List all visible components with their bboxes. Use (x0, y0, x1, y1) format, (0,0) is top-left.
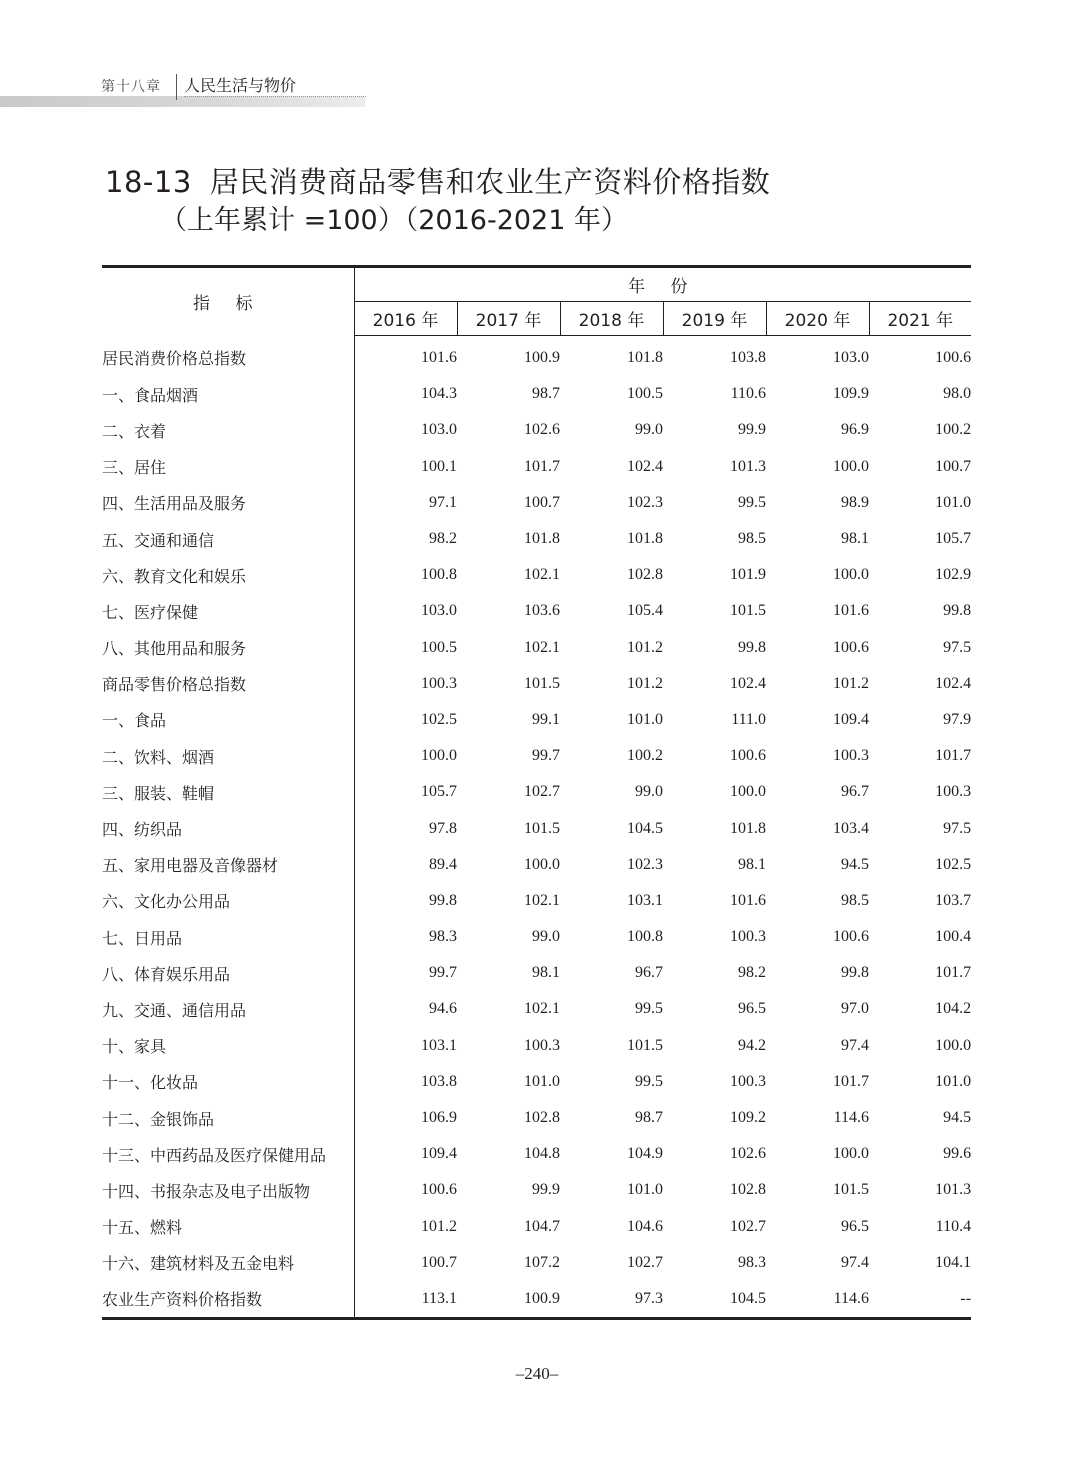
index-value: 99.0 (532, 928, 560, 946)
row-label: 七、医疗保健 (102, 593, 354, 629)
table-row (102, 774, 971, 810)
index-value: 96.5 (738, 1000, 766, 1018)
index-value: 101.6 (421, 349, 457, 367)
index-value: 89.4 (429, 855, 457, 873)
index-value: 102.1 (524, 566, 560, 584)
table-row (102, 1100, 971, 1136)
index-value: 98.3 (738, 1253, 766, 1271)
index-value: 99.0 (635, 421, 663, 439)
index-value: 103.8 (730, 349, 766, 367)
index-value: 100.0 (833, 1145, 869, 1163)
index-value: 102.6 (730, 1145, 766, 1163)
index-value: 98.1 (532, 964, 560, 982)
table-row (102, 1245, 971, 1281)
index-value: 100.0 (730, 783, 766, 801)
year-header: 2021 年 (869, 302, 971, 336)
index-value: 97.8 (429, 819, 457, 837)
index-value: 101.8 (524, 530, 560, 548)
year-header: 2018 年 (560, 302, 663, 336)
table-row (102, 557, 971, 593)
index-value: 105.4 (627, 602, 663, 620)
index-value: 98.2 (429, 530, 457, 548)
index-value: 99.7 (532, 747, 560, 765)
index-value: 110.4 (935, 1217, 972, 1235)
table-row (102, 1028, 971, 1064)
index-value: 110.6 (730, 385, 766, 403)
index-value: 104.8 (524, 1145, 560, 1163)
index-value: 100.6 (833, 638, 869, 656)
index-value: 105.7 (935, 530, 972, 548)
year-header: 2017 年 (457, 302, 560, 336)
index-value: 100.6 (833, 928, 869, 946)
index-value: 102.3 (627, 855, 663, 873)
index-value: 100.7 (935, 457, 972, 475)
index-value: 101.7 (935, 964, 972, 982)
index-value: 102.8 (524, 1109, 560, 1127)
row-label: 二、饮料、烟酒 (102, 738, 354, 774)
index-value: 100.3 (421, 674, 457, 692)
row-label: 十二、金银饰品 (102, 1100, 354, 1136)
index-value: 100.2 (935, 421, 972, 439)
index-value: 104.1 (935, 1253, 972, 1271)
index-value: 100.9 (524, 349, 560, 367)
index-value: 101.2 (833, 674, 869, 692)
index-value: 99.5 (635, 1072, 663, 1090)
index-value: 101.5 (524, 674, 560, 692)
row-label: 十四、书报杂志及电子出版物 (102, 1172, 354, 1208)
table-row (102, 336, 971, 377)
index-value: 99.8 (841, 964, 869, 982)
index-value: 105.7 (421, 783, 457, 801)
table-row (102, 1281, 971, 1319)
table-row (102, 666, 971, 702)
table-row (102, 485, 971, 521)
index-value: 102.4 (730, 674, 766, 692)
index-value: 98.7 (532, 385, 560, 403)
chapter-label: 第十八章 (101, 79, 161, 95)
index-value: 100.3 (730, 1072, 766, 1090)
row-label: 四、生活用品及服务 (102, 485, 354, 521)
index-value: -- (869, 1281, 971, 1319)
index-value: 104.3 (421, 385, 457, 403)
index-value: 98.0 (943, 385, 972, 403)
year-header: 2020 年 (766, 302, 869, 336)
table-row (102, 521, 971, 557)
table-row (102, 919, 971, 955)
index-value: 103.0 (421, 602, 457, 620)
row-label: 五、家用电器及音像器材 (102, 847, 354, 883)
index-value: 102.3 (627, 493, 663, 511)
index-value: 114.6 (833, 1109, 869, 1127)
index-value: 94.5 (943, 1109, 972, 1127)
index-value: 101.7 (935, 747, 972, 765)
row-label: 九、交通、通信用品 (102, 991, 354, 1027)
index-value: 109.4 (833, 710, 869, 728)
index-value: 102.6 (524, 421, 560, 439)
index-value: 101.8 (627, 349, 663, 367)
table-row (102, 1064, 971, 1100)
table-row (102, 810, 971, 846)
index-value: 103.6 (524, 602, 560, 620)
index-value: 97.3 (560, 1281, 663, 1319)
table-row (102, 702, 971, 738)
index-value: 100.0 (421, 747, 457, 765)
index-value: 94.5 (841, 855, 869, 873)
index-value: 100.6 (421, 1181, 457, 1199)
index-value: 98.7 (635, 1109, 663, 1127)
index-value: 109.9 (833, 385, 869, 403)
row-label: 八、其他用品和服务 (102, 630, 354, 666)
index-value: 101.0 (935, 1072, 972, 1090)
index-value: 99.1 (532, 710, 560, 728)
index-value: 94.6 (429, 1000, 457, 1018)
table-row (102, 847, 971, 883)
table-row (102, 991, 971, 1027)
index-value: 99.8 (429, 891, 457, 909)
index-value: 100.0 (935, 1036, 972, 1054)
index-value: 103.1 (421, 1036, 457, 1054)
index-value: 98.5 (738, 530, 766, 548)
index-value: 96.7 (635, 964, 663, 982)
index-value: 100.8 (627, 928, 663, 946)
row-label: 居民消费价格总指数 (102, 336, 354, 377)
index-value: 101.5 (524, 819, 560, 837)
index-value: 99.8 (943, 602, 972, 620)
index-value: 102.4 (935, 674, 972, 692)
index-value: 101.3 (730, 457, 766, 475)
index-value: 98.1 (841, 530, 869, 548)
index-value: 101.0 (627, 1181, 663, 1199)
index-value: 97.5 (943, 638, 972, 656)
table-number: 18-13 (105, 165, 192, 199)
index-value: 98.9 (841, 493, 869, 511)
row-label: 十五、燃料 (102, 1209, 354, 1245)
index-value: 99.8 (738, 638, 766, 656)
index-value: 100.8 (421, 566, 457, 584)
index-value: 99.5 (635, 1000, 663, 1018)
index-value: 100.3 (730, 928, 766, 946)
index-value: 109.2 (730, 1109, 766, 1127)
row-label: 一、食品 (102, 702, 354, 738)
row-label: 五、交通和通信 (102, 521, 354, 557)
index-value: 96.5 (841, 1217, 869, 1235)
indicator-header: 指 标 (102, 267, 354, 336)
index-value: 101.5 (627, 1036, 663, 1054)
year-header: 2016 年 (354, 302, 457, 336)
row-label: 十、家具 (102, 1028, 354, 1064)
page-number: –240– (515, 1364, 559, 1383)
index-value: 103.0 (833, 349, 869, 367)
index-value: 97.1 (429, 493, 457, 511)
index-value: 111.0 (731, 710, 766, 728)
row-label: 十三、中西药品及医疗保健用品 (102, 1136, 354, 1172)
row-label: 二、衣着 (102, 412, 354, 448)
index-value: 98.3 (429, 928, 457, 946)
index-value: 106.9 (421, 1109, 457, 1127)
index-value: 100.3 (935, 783, 972, 801)
row-label: 四、纺织品 (102, 810, 354, 846)
chapter-section-title: 人民生活与物价 (184, 76, 297, 95)
index-value: 101.7 (524, 457, 560, 475)
table-row (102, 955, 971, 991)
table-subtitle: （上年累计 =100）（2016-2021 年） (160, 205, 628, 236)
index-value: 96.9 (841, 421, 869, 439)
index-value: 101.0 (524, 1072, 560, 1090)
index-value: 101.9 (730, 566, 766, 584)
table-title-text: 居民消费商品零售和农业生产资料价格指数 (209, 165, 771, 199)
index-value: 102.1 (524, 1000, 560, 1018)
index-value: 97.4 (841, 1253, 869, 1271)
index-value: 99.9 (738, 421, 766, 439)
index-value: 97.9 (943, 710, 972, 728)
index-value: 100.0 (833, 566, 869, 584)
index-value: 104.2 (935, 1000, 972, 1018)
index-value: 103.0 (421, 421, 457, 439)
index-value: 104.9 (627, 1145, 663, 1163)
index-value: 101.2 (627, 674, 663, 692)
table-row (102, 593, 971, 629)
index-value: 98.5 (841, 891, 869, 909)
index-value: 104.7 (524, 1217, 560, 1235)
index-value: 102.7 (627, 1253, 663, 1271)
index-value: 100.2 (627, 747, 663, 765)
chapter-divider (176, 74, 177, 100)
index-value: 101.2 (421, 1217, 457, 1235)
row-label: 三、居住 (102, 449, 354, 485)
index-value: 100.7 (421, 1253, 457, 1271)
index-value: 102.1 (524, 638, 560, 656)
index-value: 94.2 (738, 1036, 766, 1054)
index-value: 103.8 (421, 1072, 457, 1090)
year-group-header: 年 份 (354, 267, 971, 302)
index-value: 109.4 (421, 1145, 457, 1163)
row-label: 商品零售价格总指数 (102, 666, 354, 702)
index-value: 100.3 (833, 747, 869, 765)
year-header: 2019 年 (663, 302, 766, 336)
table-body (102, 336, 971, 1319)
table-row (102, 1136, 971, 1172)
index-value: 101.0 (935, 493, 972, 511)
index-value: 113.1 (354, 1281, 457, 1319)
index-value: 100.9 (457, 1281, 560, 1319)
table-row (102, 449, 971, 485)
index-value: 102.5 (421, 710, 457, 728)
row-label: 十一、化妆品 (102, 1064, 354, 1100)
index-value: 101.5 (730, 602, 766, 620)
index-value: 100.5 (627, 385, 663, 403)
index-value: 102.4 (627, 457, 663, 475)
index-value: 101.8 (627, 530, 663, 548)
row-label: 六、文化办公用品 (102, 883, 354, 919)
index-value: 99.0 (635, 783, 663, 801)
index-value: 99.7 (429, 964, 457, 982)
index-value: 100.4 (935, 928, 972, 946)
index-value: 100.5 (421, 638, 457, 656)
index-value: 100.3 (524, 1036, 560, 1054)
price-index-table (102, 265, 971, 1320)
index-value: 99.5 (738, 493, 766, 511)
row-label: 农业生产资料价格指数 (102, 1281, 354, 1319)
table-title (105, 160, 770, 201)
index-value: 101.2 (627, 638, 663, 656)
index-value: 102.8 (627, 566, 663, 584)
table-row (102, 630, 971, 666)
index-value: 104.5 (663, 1281, 766, 1319)
index-value: 97.0 (841, 1000, 869, 1018)
index-value: 104.6 (627, 1217, 663, 1235)
chapter-header-band (0, 96, 365, 107)
index-value: 102.9 (935, 566, 972, 584)
index-value: 102.7 (524, 783, 560, 801)
row-label: 十六、建筑材料及五金电料 (102, 1245, 354, 1281)
index-value: 96.7 (841, 783, 869, 801)
table-row (102, 412, 971, 448)
index-value: 101.0 (627, 710, 663, 728)
index-value: 99.6 (943, 1145, 972, 1163)
index-value: 104.5 (627, 819, 663, 837)
index-value: 103.1 (627, 891, 663, 909)
row-label: 七、日用品 (102, 919, 354, 955)
index-value: 100.0 (833, 457, 869, 475)
index-value: 100.6 (730, 747, 766, 765)
row-label: 一、食品烟酒 (102, 376, 354, 412)
table-row (102, 883, 971, 919)
table-row (102, 1172, 971, 1208)
index-value: 101.6 (730, 891, 766, 909)
table-row (102, 1209, 971, 1245)
index-value: 102.7 (730, 1217, 766, 1235)
index-value: 102.5 (935, 855, 972, 873)
index-value: 99.9 (532, 1181, 560, 1199)
row-label: 八、体育娱乐用品 (102, 955, 354, 991)
row-label: 六、教育文化和娱乐 (102, 557, 354, 593)
index-value: 98.1 (738, 855, 766, 873)
index-value: 100.1 (421, 457, 457, 475)
index-value: 103.7 (935, 891, 972, 909)
table-row (102, 376, 971, 412)
index-value: 114.6 (766, 1281, 869, 1319)
index-value: 101.7 (833, 1072, 869, 1090)
index-value: 101.8 (730, 819, 766, 837)
index-value: 101.6 (833, 602, 869, 620)
index-value: 100.6 (935, 349, 972, 367)
index-value: 100.7 (524, 493, 560, 511)
index-value: 102.8 (730, 1181, 766, 1199)
chapter-dotted-rule (184, 96, 366, 97)
index-value: 107.2 (524, 1253, 560, 1271)
index-value: 97.5 (943, 819, 972, 837)
index-value: 102.1 (524, 891, 560, 909)
index-value: 103.4 (833, 819, 869, 837)
index-value: 98.2 (738, 964, 766, 982)
index-value: 101.5 (833, 1181, 869, 1199)
table-row (102, 738, 971, 774)
index-value: 101.3 (935, 1181, 972, 1199)
index-value: 100.0 (524, 855, 560, 873)
row-label: 三、服装、鞋帽 (102, 774, 354, 810)
index-value: 97.4 (841, 1036, 869, 1054)
